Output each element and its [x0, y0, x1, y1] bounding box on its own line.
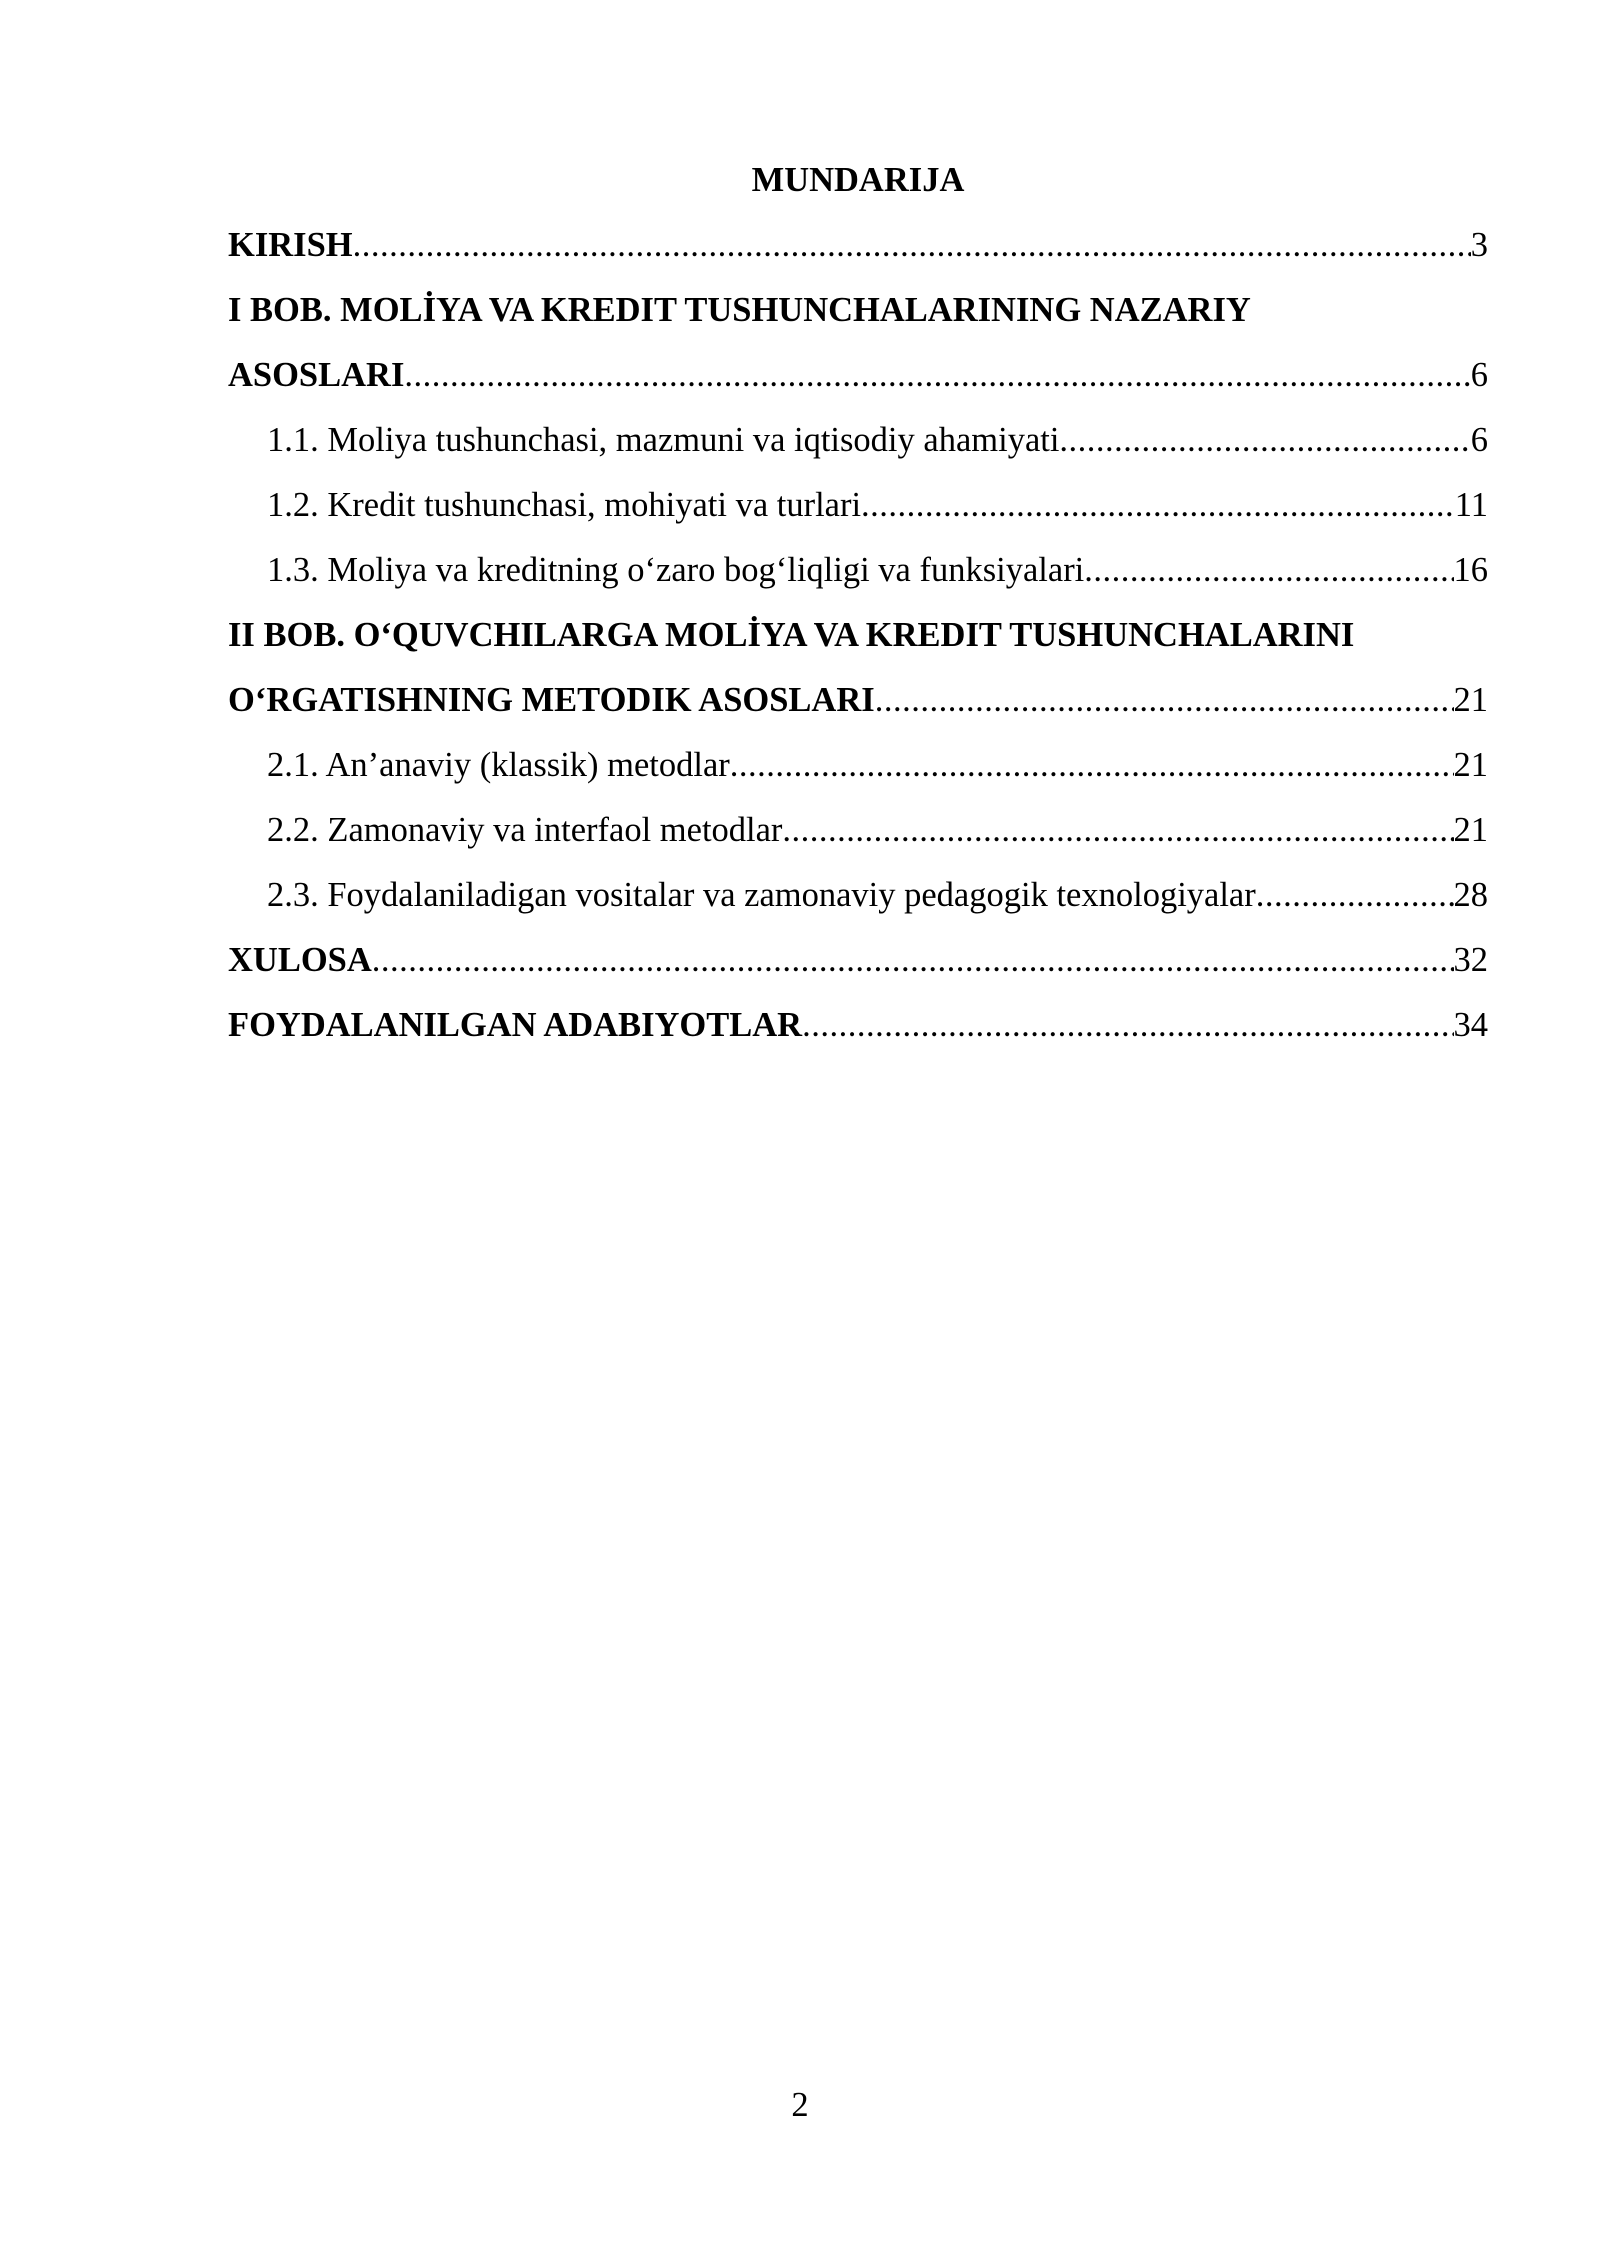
toc-entry-page: 16 [1453, 551, 1488, 589]
toc-entry-page: 3 [1470, 226, 1488, 264]
toc-entry-label: ASOSLARI [228, 356, 405, 394]
toc-entry-label: 1.2. Kredit tushunchasi, mohiyati va turlari [267, 486, 862, 524]
toc-entry-chapter-2[interactable] [228, 668, 1488, 733]
toc-entry-label: FOYDALANILGAN ADABIYOTLAR [228, 1006, 803, 1044]
toc-entry-1-1[interactable] [228, 408, 1488, 473]
toc-entry-2-1[interactable] [228, 733, 1488, 798]
toc-entry-1-2[interactable] [228, 473, 1488, 538]
toc-dot-leader [782, 798, 1453, 863]
toc-entry-2-3[interactable] [228, 863, 1488, 928]
toc-entry-page: 32 [1453, 941, 1488, 979]
table-of-contents [228, 148, 1488, 1058]
toc-dot-leader [861, 473, 1455, 538]
toc-entry-page: 21 [1453, 811, 1488, 849]
toc-dot-leader [802, 993, 1453, 1058]
toc-chapter-1-heading-line: I BOB. MOLİYA VA KREDIT TUSHUNCHALARINING NAZARIY [228, 291, 1251, 329]
toc-entry-page: 28 [1453, 876, 1488, 914]
toc-dot-leader [1059, 408, 1470, 473]
toc-dot-leader [372, 928, 1454, 993]
toc-entry-xulosa[interactable] [228, 928, 1488, 993]
toc-entry-page: 11 [1454, 486, 1488, 524]
toc-entry-label: 1.1. Moliya tushunchasi, mazmuni va iqtisodiy ahamiyati [267, 421, 1060, 459]
toc-entry-label: XULOSA [228, 941, 372, 979]
toc-dot-leader [1256, 863, 1454, 928]
toc-dot-leader [730, 733, 1454, 798]
toc-entry-label: KIRISH [228, 226, 353, 264]
toc-entry-label: O‘RGATISHNING METODIK ASOSLARI [228, 681, 875, 719]
toc-chapter-2-heading-line: II BOB. O‘QUVCHILARGA MOLİYA VA KREDIT TUSHUNCHALARINI [228, 616, 1355, 654]
toc-entry-label: 2.3. Foydalaniladigan vositalar va zamonaviy pedagogik texnologiyalar [267, 876, 1256, 914]
toc-dot-leader [353, 213, 1471, 278]
toc-dot-leader [404, 343, 1470, 408]
toc-entry-label: 2.2. Zamonaviy va interfaol metodlar [267, 811, 783, 849]
toc-entry-label: 1.3. Moliya va kreditning o‘zaro bog‘liqligi va funksiyalari [267, 551, 1085, 589]
page-number: 2 [791, 2086, 809, 2124]
toc-entry-page: 6 [1470, 421, 1488, 459]
toc-entry-1-3[interactable] [228, 538, 1488, 603]
toc-dot-leader [875, 668, 1454, 733]
toc-entry-bibliography[interactable] [228, 993, 1488, 1058]
toc-entry-kirish[interactable] [228, 213, 1488, 278]
toc-entry-2-2[interactable] [228, 798, 1488, 863]
toc-dot-leader [1084, 538, 1453, 603]
toc-entry-page: 21 [1453, 681, 1488, 719]
toc-entry-page: 6 [1470, 356, 1488, 394]
toc-entry-page: 21 [1453, 746, 1488, 784]
toc-entry-chapter-1[interactable] [228, 343, 1488, 408]
toc-entry-label: 2.1. An’anaviy (klassik) metodlar [267, 746, 730, 784]
toc-title: MUNDARIJA [751, 161, 965, 199]
toc-entry-page: 34 [1453, 1006, 1488, 1044]
